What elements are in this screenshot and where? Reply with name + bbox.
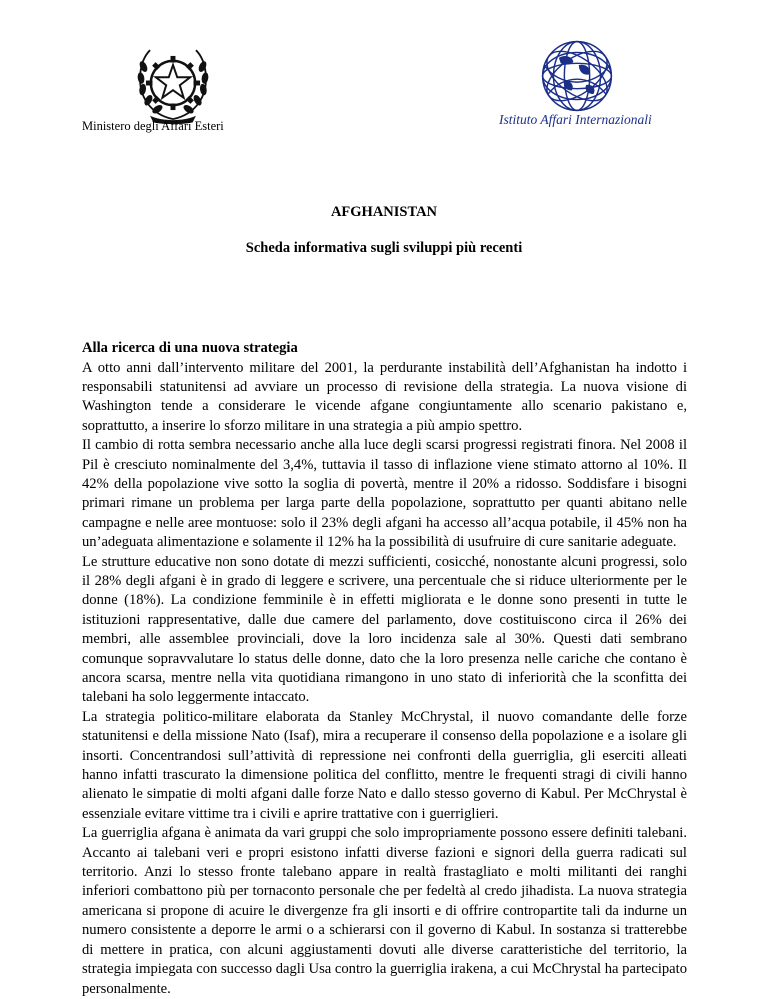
- paragraph: La guerriglia afgana è animata da vari gruppi che solo impropriamente possono essere definiti talebani. Accanto ai talebani veri e propri esistono infatti diverse fazioni e signori della guerra radicati sul territorio. Anzi lo stesso fronte talebano appare in realtà frastagliato e molti militanti dei ranghi inferiori combattono più per tornaconto personale che per fedeltà al credo jihadista. La nuova strategia americana si propone di acuire le divergenze fra gli insorti e di offrire contropartite tali da indurne un numero consistente a deporre le armi o a schierarsi con il governo di Kabul. In sostanza si tratterebbe di mettere in pratica, con alcuni aggiustamenti dovuti alle diverse caratteristiche del territorio, la strategia impiegata con successo dagli Usa contro la guerriglia irakena, a cui McChrystal ha partecipato personalmente.: [82, 825, 688, 997]
- paragraph: La strategia politico-militare elaborata da Stanley McChrystal, il nuovo comandante delle forze statunitensi e della missione Nato (Isaf), mira a recuperare il consenso della popolazione e a isolare gli insorti. Concentrandosi sull’attività di repressione nei confronti della guerriglia, gli eserciti alleati hanno infatti trascurato la dimensione politica del conflitto, mentre le frequenti stragi di civili hanno alienato le simpatie di molti afgani dalle forze Nato e dallo stesso governo di Kabul. Per McChrystal è essenziale evitare vittime tra i civili e aprire trattative con i guerriglieri.: [82, 708, 687, 822]
- paragraph: A otto anni dall’intervento militare del 2001, la perdurante instabilità dell’Afghanistan ha indotto i responsabili statunitensi ad avviare un processo di revisione della strategia. La nuova visione di Washington tende a considerare le vicende afgane congiuntamente allo scenario pakistano e, soprattutto, a inserire lo sforzo militare in una strategia a più ampio spettro.: [82, 359, 687, 434]
- document-title: AFGHANISTAN: [330, 204, 438, 220]
- paragraph: Le strutture educative non sono dotate di mezzi sufficienti, cosicché, nonostante alcuni progressi, solo il 28% degli afgani è in grado di leggere e scrivere, una percentuale che si riduce ulteriormente per le donne (18%). La condizione femminile è in effetti migliorata e le donne sono presenti in tutte le istituzioni rappresentative, dalle due camere del parlamento, dove costituiscono circa il 26% dei membri, alle assemblee provinciali, dove la loro incidenza sale al 30%. Questi dati sembrano comunque sopravvalutare lo status delle donne, dato che la loro presenza nelle cariche che contano è ancora scarsa, mentre nella vita quotidiana rimangono in uno stato di inferiorità che la sconfitta dei talebani ha solo leggermente intaccato.: [82, 553, 687, 706]
- institute-label: Istituto Affari Internazionali: [499, 112, 652, 127]
- ministry-label: Ministero degli Affari Esteri: [82, 119, 224, 133]
- section-heading: Alla ricerca di una nuova strategia: [82, 340, 298, 356]
- iai-globe-logo-icon: [531, 38, 623, 114]
- document-body: [82, 339, 687, 999]
- paragraph: Il cambio di rotta sembra necessario anche alla luce degli scarsi progressi registrati finora. Nel 2008 il Pil è cresciuto nominalmente del 3,4%, tuttavia il tasso di inflazione viene stimato attorno al 10%. Il 42% della popolazione vive sotto la soglia di povertà, mentre il 20% a ridosso. Soddisfare i bisogni primari rimane un problema per larga parte della popolazione, soprattutto per quanti abitano nelle campagne e nelle aree montuose: solo il 23% degli afgani ha accesso all’acqua potabile, il 45% non ha un’adeguata alimentazione e solamente il 12% ha la possibilità di usufruire di cure sanitarie adeguate.: [82, 437, 687, 551]
- document-subtitle: Scheda informativa sugli sviluppi più recenti: [245, 240, 523, 256]
- italian-republic-emblem-icon: [132, 42, 214, 124]
